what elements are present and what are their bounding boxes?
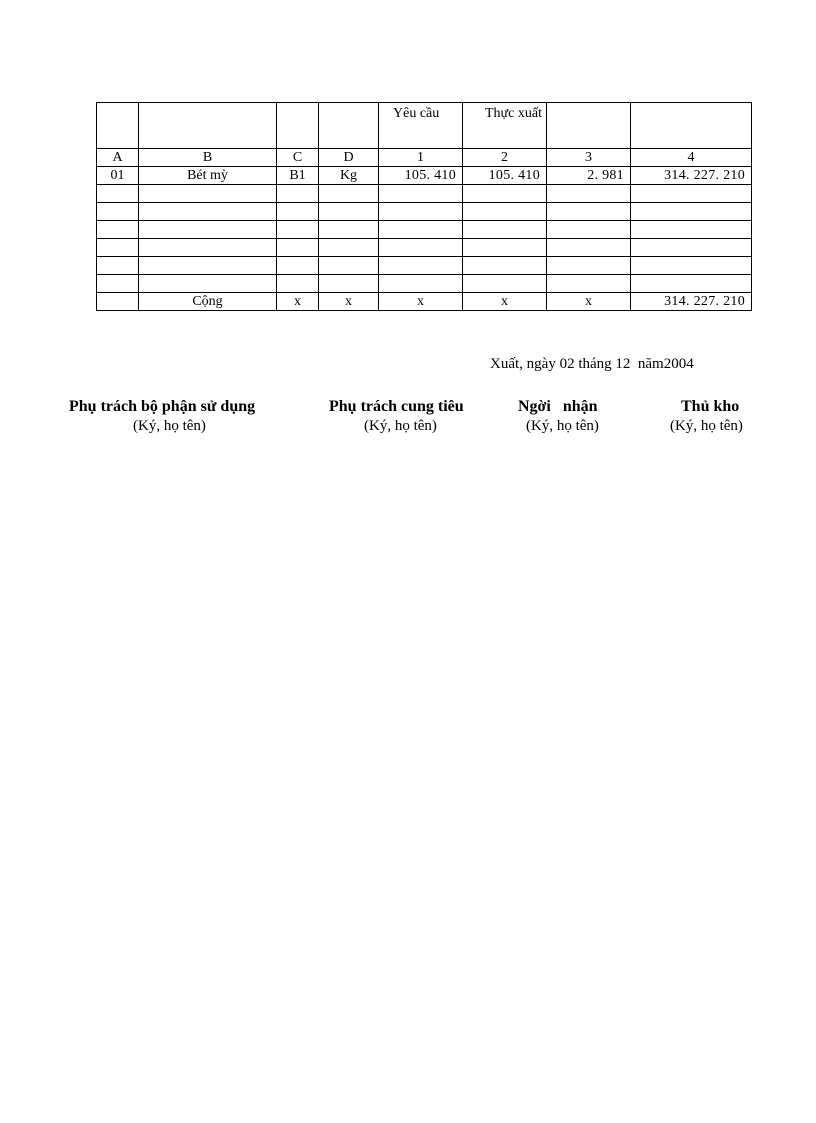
signature-note: (Ký, họ tên) bbox=[526, 418, 599, 434]
signature-title-receiver: Ngời nhận bbox=[518, 398, 598, 415]
column-code: 4 bbox=[631, 149, 752, 167]
header-actual: Thực xuất bbox=[463, 103, 547, 149]
item-name: Bét mỳ bbox=[139, 167, 277, 185]
empty-row bbox=[97, 185, 752, 203]
total-amount: 314. 227. 210 bbox=[631, 293, 752, 311]
column-code: 2 bbox=[463, 149, 547, 167]
total-c: x bbox=[277, 293, 319, 311]
column-code: D bbox=[319, 149, 379, 167]
table-header-row bbox=[97, 103, 752, 149]
header-cell bbox=[547, 103, 631, 149]
header-cell bbox=[631, 103, 752, 149]
signature-note: (Ký, họ tên) bbox=[133, 418, 206, 434]
total-d: x bbox=[319, 293, 379, 311]
total-blank bbox=[97, 293, 139, 311]
column-code: 1 bbox=[379, 149, 463, 167]
total-col2: x bbox=[463, 293, 547, 311]
issue-date: Xuất, ngày 02 tháng 12 năm2004 bbox=[490, 356, 694, 372]
item-price: 2. 981 bbox=[547, 167, 631, 185]
item-required: 105. 410 bbox=[379, 167, 463, 185]
empty-row bbox=[97, 239, 752, 257]
signature-title-storekeeper: Thủ kho bbox=[681, 398, 740, 415]
item-stt: 01 bbox=[97, 167, 139, 185]
column-code: B bbox=[139, 149, 277, 167]
signature-title-department: Phụ trách bộ phận sử dụng bbox=[69, 398, 256, 415]
header-cell bbox=[277, 103, 319, 149]
table-row bbox=[97, 167, 752, 185]
item-code: B1 bbox=[277, 167, 319, 185]
item-amount: 314. 227. 210 bbox=[631, 167, 752, 185]
signature-title-supply: Phụ trách cung tiêu bbox=[329, 398, 464, 415]
total-col1: x bbox=[379, 293, 463, 311]
empty-row bbox=[97, 275, 752, 293]
column-code-row bbox=[97, 149, 752, 167]
total-col3: x bbox=[547, 293, 631, 311]
empty-row bbox=[97, 257, 752, 275]
header-cell bbox=[97, 103, 139, 149]
header-cell bbox=[319, 103, 379, 149]
signature-note: (Ký, họ tên) bbox=[364, 418, 437, 434]
empty-row bbox=[97, 203, 752, 221]
issue-slip-table bbox=[96, 102, 752, 311]
header-cell bbox=[139, 103, 277, 149]
item-actual: 105. 410 bbox=[463, 167, 547, 185]
total-row bbox=[97, 293, 752, 311]
total-label: Cộng bbox=[139, 293, 277, 311]
header-required: Yêu cầu bbox=[379, 103, 463, 149]
signature-note: (Ký, họ tên) bbox=[670, 418, 743, 434]
column-code: 3 bbox=[547, 149, 631, 167]
column-code: A bbox=[97, 149, 139, 167]
empty-row bbox=[97, 221, 752, 239]
column-code: C bbox=[277, 149, 319, 167]
item-unit: Kg bbox=[319, 167, 379, 185]
